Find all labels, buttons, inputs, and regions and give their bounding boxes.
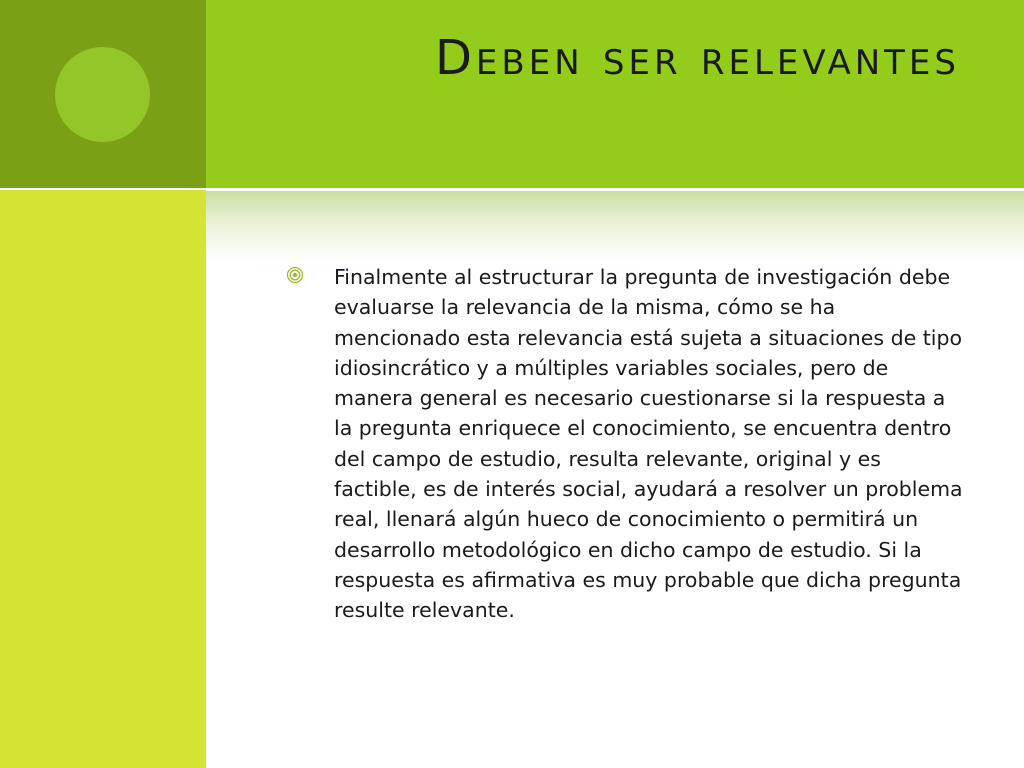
bullet-text: Finalmente al estructurar la pregunta de investigación debe evaluarse la relevancia de la misma, cómo se ha mencionado esta relevancia está sujeta a situaciones de tipo idiosincrático y a múltiples variables sociales, pero de manera general es necesario cuestionarse si la respuesta a la pregunta enriquece el conocimiento, se encuentra dentro del campo de estudio, resulta relevante, original y es factible, es de interés social, ayudará a resolver un problema real, llenará algún hueco de conocimiento o permitirá un desarrollo metodológico en dicho campo de estudio. Si la respuesta es afirmativa es muy probable que dicha pregunta resulte relevante. [334, 265, 963, 623]
left-top-decor-block [0, 0, 206, 188]
slide-title: Deben ser relevantes [434, 30, 960, 86]
bullet-item [286, 262, 976, 626]
decorative-circle [55, 47, 150, 142]
title-band [206, 0, 1024, 188]
concentric-circle-bullet-icon [286, 266, 304, 284]
left-sidebar-decor [0, 190, 206, 768]
slide-content [286, 262, 976, 626]
gradient-band [206, 191, 1024, 261]
